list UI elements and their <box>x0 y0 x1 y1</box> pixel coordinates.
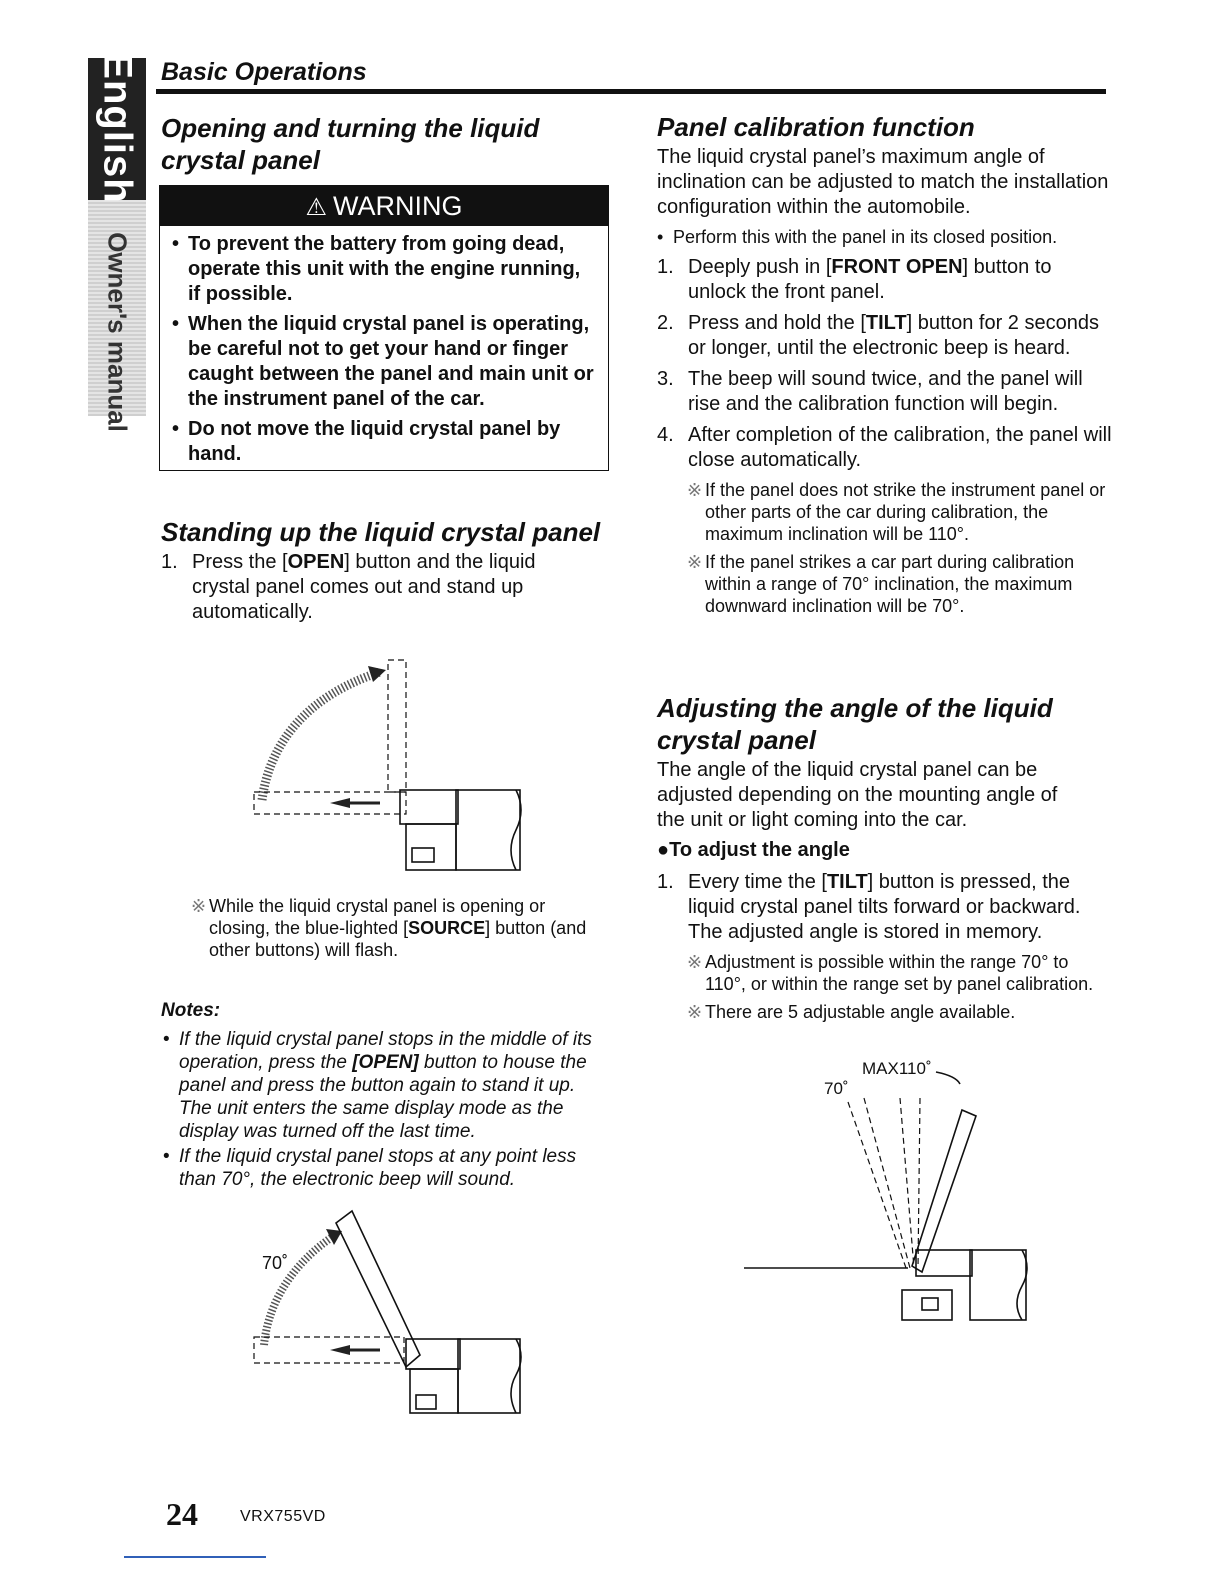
main-unit-body <box>458 1339 520 1413</box>
side-tab-label: Owner's manual <box>102 232 133 432</box>
opening-title: Opening and turning the liquid crystal panel <box>161 113 540 175</box>
notes-section <box>161 1000 609 1193</box>
header-rule <box>156 89 1106 94</box>
standing-section <box>161 516 609 631</box>
side-tab-language: English <box>95 52 140 204</box>
footer-line <box>124 1556 266 1558</box>
asterisk-icon: ※ <box>687 952 703 972</box>
calibration-step-2 <box>657 311 1112 361</box>
warning-triangle-icon: ⚠ <box>305 194 327 221</box>
note-text: button to house the panel and press the button again to stand it up. The unit enters the same display mode as the display was turned off the last time. <box>179 1052 587 1142</box>
warning-list <box>172 232 596 472</box>
step-number: 2. <box>657 312 674 334</box>
adjusting-note-1 <box>657 951 1112 995</box>
button-name: SOURCE <box>408 918 486 938</box>
adjusting-subhead <box>657 839 1112 862</box>
adjusting-steps <box>657 870 1112 945</box>
min-angle-label: 70˚ <box>824 1079 849 1098</box>
button-name: [OPEN] <box>352 1052 419 1073</box>
note-text: ] button (and other buttons) will flash. <box>209 918 587 960</box>
calibration-steps <box>657 255 1112 473</box>
max-angle-label: MAX110˚ <box>862 1059 932 1078</box>
warning-label: WARNING <box>333 191 463 221</box>
adjusting-section <box>657 692 1112 1023</box>
panel-70-figure <box>240 1205 540 1420</box>
angle-label: 70˚ <box>262 1253 289 1273</box>
button-name: OPEN <box>287 551 345 573</box>
note-text: If the liquid crystal panel stops in the middle of its operation, press the <box>179 1029 592 1073</box>
subhead-text: To adjust the angle <box>669 839 850 861</box>
step-text: ] button is pressed, the liquid crystal panel tilts forward or backward. The adjusted angle is stored in memory. <box>688 871 1081 943</box>
page-number: 24 <box>166 1496 198 1532</box>
section-heading: Basic Operations <box>161 58 367 86</box>
step-number: 1. <box>161 551 178 573</box>
warning-bar <box>160 186 608 226</box>
asterisk-icon: ※ <box>191 896 207 916</box>
warning-item: • Do not move the liquid crystal panel by hand. <box>172 417 596 467</box>
opening-title-block <box>161 112 609 176</box>
notes-list <box>161 1028 601 1191</box>
main-unit-front <box>400 790 458 824</box>
step-text: After completion of the calibration, the panel will close automatically. <box>688 424 1112 471</box>
note-text: While the liquid crystal panel is opening or closing, the blue-lighted [ <box>209 896 546 938</box>
adjusting-step-1 <box>657 870 1112 945</box>
asterisk-icon: ※ <box>687 552 703 572</box>
calibration-step-1 <box>657 255 1112 305</box>
adjusting-intro: The angle of the liquid crystal panel can be adjusted depending on the mounting angle of the unit or light coming into the car. <box>657 759 1058 831</box>
step-text: Press the [ <box>192 551 288 573</box>
notes-title: Notes: <box>161 1000 221 1021</box>
panel-standing-figure <box>240 650 540 875</box>
model-number: VRX755VD <box>240 1508 326 1525</box>
move-arrow <box>330 798 350 808</box>
step-number: 4. <box>657 424 674 446</box>
note-item <box>161 1028 601 1143</box>
calibration-bullet: • Perform this with the panel in its closed position. <box>657 225 1112 249</box>
asterisk-icon: ※ <box>687 480 703 500</box>
note-item <box>161 895 601 961</box>
standing-step-1 <box>161 550 561 625</box>
step-text: The beep will sound twice, and the panel will rise and the calibration function will begin. <box>688 368 1083 415</box>
panel-tilted <box>336 1211 420 1367</box>
standing-note <box>161 895 601 961</box>
calibration-intro: The liquid crystal panel’s maximum angle of inclination can be adjusted to match the installation configuration within the automobile. <box>657 146 1109 218</box>
arc-arrow <box>262 672 380 800</box>
calibration-title: Panel calibration function <box>657 112 975 142</box>
main-unit-body <box>456 790 520 870</box>
button-name: FRONT OPEN <box>831 256 963 278</box>
note-item: • If the liquid crystal panel stops at any point less than 70°, the electronic beep will sound. <box>161 1145 601 1191</box>
standing-steps <box>161 550 561 625</box>
step-text: Every time the [ <box>688 871 827 893</box>
button-name: TILT <box>826 871 868 893</box>
panel-max-tilt <box>912 1110 976 1272</box>
standing-title: Standing up the liquid crystal panel <box>161 517 601 547</box>
step-text: Deeply push in [ <box>688 256 832 278</box>
calibration-note-2 <box>657 551 1112 617</box>
step-text: Press and hold the [ <box>688 312 866 334</box>
button-name: TILT <box>865 312 907 334</box>
move-arrow <box>330 1345 350 1355</box>
arc-arrow <box>264 1235 335 1345</box>
step-text: ] button for 2 seconds or longer, until the electronic beep is heard. <box>688 312 1099 359</box>
note-text: There are 5 adjustable angle available. <box>705 1002 1016 1022</box>
asterisk-icon: ※ <box>687 1002 703 1022</box>
note-text: If the panel strikes a car part during calibration within a range of 70° inclination, the maximum downward inclination will be 70°. <box>705 552 1075 616</box>
calibration-note-1 <box>657 479 1112 545</box>
adjusting-title: Adjusting the angle of the liquid crystal panel <box>657 693 1053 755</box>
step-number: 1. <box>657 871 674 893</box>
language-side-tab <box>88 52 146 432</box>
angle-range-figure <box>740 1050 1040 1330</box>
panel-upright <box>388 660 406 792</box>
step-number: 1. <box>657 256 674 278</box>
warning-item: • To prevent the battery from going dead, operate this unit with the engine running, if possible. <box>172 232 596 307</box>
calibration-step-4 <box>657 423 1112 473</box>
warning-box <box>159 185 609 471</box>
step-text: ] button and the liquid crystal panel comes out and stand up automatically. <box>192 551 536 623</box>
filled-circle-icon: ● <box>657 839 670 861</box>
note-text: If the panel does not strike the instrument panel or other parts of the car during calibration, the maximum inclination will be 110°. <box>705 480 1106 544</box>
warning-item: • When the liquid crystal panel is operating, be careful not to get your hand or finger caught between the panel and main unit or the instrument panel of the car. <box>172 312 596 412</box>
panel-retracted <box>254 1337 404 1363</box>
step-number: 3. <box>657 368 674 390</box>
note-text: Adjustment is possible within the range 70° to 110°, or within the range set by panel calibration. <box>705 952 1094 994</box>
step-text: ] button to unlock the front panel. <box>688 256 1052 303</box>
arc-arrow-head <box>368 666 386 682</box>
calibration-step-3 <box>657 367 1112 417</box>
calibration-section <box>657 111 1112 617</box>
adjusting-note-2 <box>657 1001 1112 1023</box>
